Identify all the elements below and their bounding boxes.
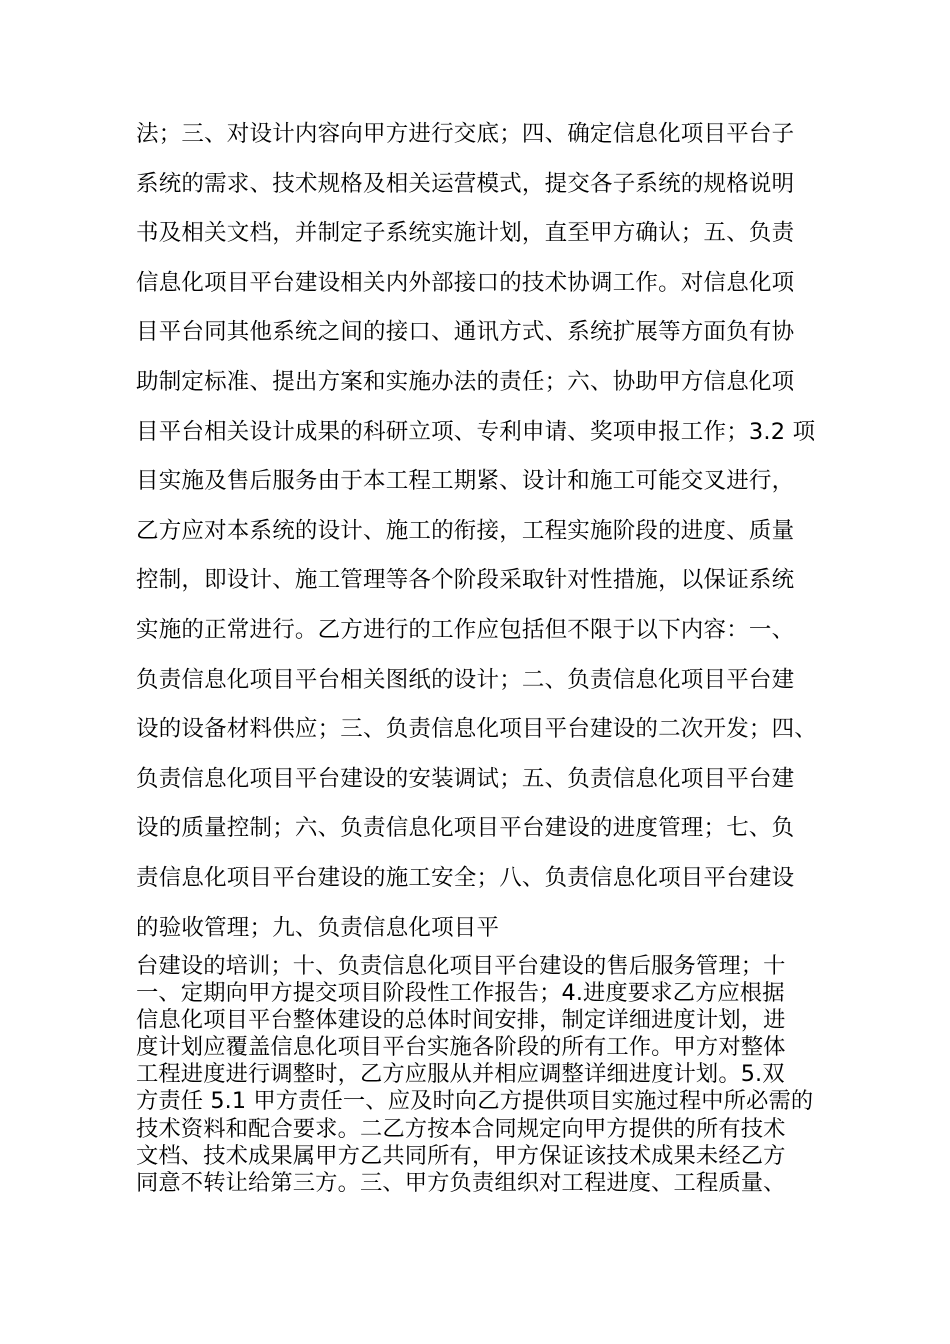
text-line: 信息化项目平台建设相关内外部接口的技术协调工作。对信息化项 — [136, 269, 795, 296]
text-line: 技术资料和配合要求。二乙方按本合同规定向甲方提供的所有技术 — [136, 1115, 786, 1142]
text-line: 一、定期向甲方提交项目阶段性工作报告；4.进度要求乙方应根据 — [136, 980, 785, 1007]
text-line: 控制，即设计、施工管理等各个阶段采取针对性措施，以保证系统 — [136, 567, 795, 594]
text-line: 度计划应覆盖信息化项目平台实施各阶段的所有工作。甲方对整体 — [136, 1034, 786, 1061]
text-line: 目平台同其他系统之间的接口、通讯方式、系统扩展等方面负有协 — [136, 319, 795, 346]
text-line: 责信息化项目平台建设的施工安全；八、负责信息化项目平台建设 — [136, 864, 795, 891]
text-line: 文档、技术成果属甲方乙共同所有，甲方保证该技术成果未经乙方 — [136, 1142, 786, 1169]
text-line: 工程进度进行调整时，乙方应服从并相应调整详细进度计划。5.双 — [136, 1061, 785, 1088]
paragraph-loose-spacing — [136, 110, 836, 953]
text-line: 系统的需求、技术规格及相关运营模式，提交各子系统的规格说明 — [136, 170, 795, 197]
text-line: 台建设的培训；十、负责信息化项目平台建设的售后服务管理；十 — [136, 953, 786, 979]
text-line: 设的质量控制；六、负责信息化项目平台建设的进度管理；七、负 — [136, 815, 795, 842]
text-line: 助制定标准、提出方案和实施办法的责任；六、协助甲方信息化项 — [136, 368, 795, 395]
text-line: 目实施及售后服务由于本工程工期紧、设计和施工可能交叉进行， — [136, 468, 795, 495]
text-line: 同意不转让给第三方。三、甲方负责组织对工程进度、工程质量、 — [136, 1169, 786, 1196]
text-line: 方责任 5.1 甲方责任一、应及时向乙方提供项目实施过程中所必需的 — [136, 1088, 814, 1115]
text-line: 实施的正常进行。乙方进行的工作应包括但不限于以下内容：一、 — [136, 616, 795, 643]
paragraph-tight-spacing — [136, 953, 841, 1197]
text-line: 的验收管理；九、负责信息化项目平 — [136, 914, 500, 941]
text-line: 负责信息化项目平台相关图纸的设计；二、负责信息化项目平台建 — [136, 666, 795, 693]
text-line: 目平台相关设计成果的科研立项、专利申请、奖项申报工作；3.2 项 — [136, 418, 816, 445]
text-line: 负责信息化项目平台建设的安装调试；五、负责信息化项目平台建 — [136, 765, 795, 792]
text-line: 设的设备材料供应；三、负责信息化项目平台建设的二次开发；四、 — [136, 716, 818, 743]
text-line: 乙方应对本系统的设计、施工的衔接，工程实施阶段的进度、质量 — [136, 517, 795, 544]
text-line: 书及相关文档，并制定子系统实施计划，直至甲方确认；五、负责 — [136, 220, 795, 247]
text-line: 法；三、对设计内容向甲方进行交底；四、确定信息化项目平台子 — [136, 121, 795, 147]
text-line: 信息化项目平台整体建设的总体时间安排，制定详细进度计划，进 — [136, 1007, 786, 1034]
